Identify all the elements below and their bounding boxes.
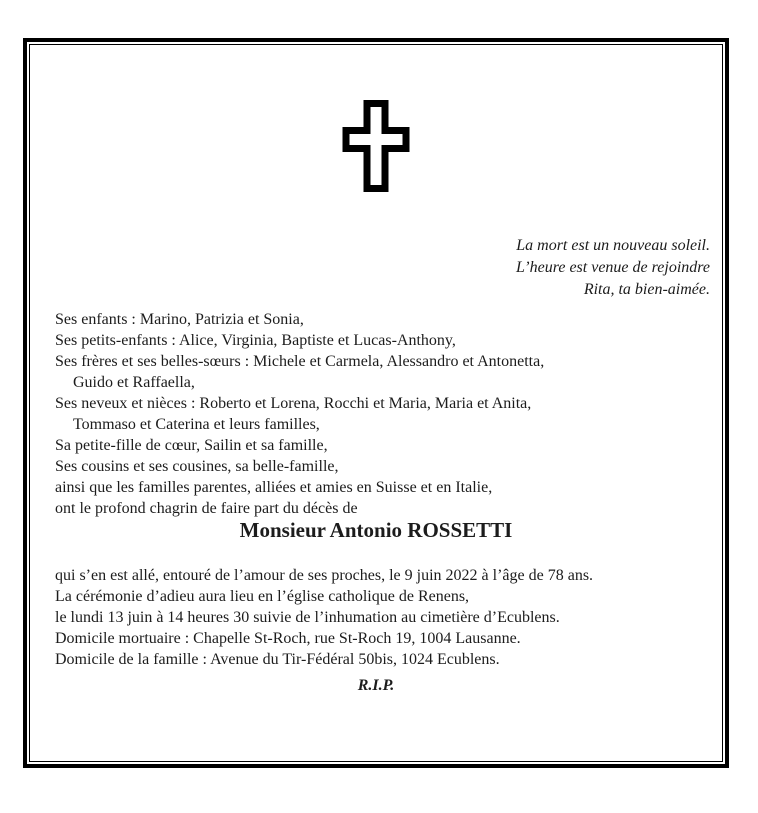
family-line: Ses petits-enfants : Alice, Virginia, Baptiste et Lucas-Anthony,: [55, 332, 456, 349]
family-list: [55, 309, 544, 519]
detail-line: le lundi 13 juin à 14 heures 30 suivie de l’inhumation au cimetière d’Ecublens.: [55, 609, 560, 626]
family-line: ainsi que les familles parentes, alliées et amies en Suisse et en Italie,: [55, 479, 493, 496]
detail-line: Domicile de la famille : Avenue du Tir-Fédéral 50bis, 1024 Ecublens.: [55, 651, 500, 668]
obituary-card: [23, 38, 729, 768]
family-line: Guido et Raffaella,: [73, 374, 195, 391]
family-line: Sa petite-fille de cœur, Sailin et sa famille,: [55, 437, 328, 454]
detail-line: Domicile mortuaire : Chapelle St-Roch, rue St-Roch 19, 1004 Lausanne.: [55, 630, 521, 647]
quote-line: Rita, ta bien-aimée.: [583, 281, 710, 298]
memorial-quote: [516, 235, 710, 301]
cross-icon: [343, 100, 410, 192]
family-line: Ses frères et ses belles-sœurs : Michele et Carmela, Alessandro et Antonetta,: [55, 353, 545, 370]
quote-line: La mort est un nouveau soleil.: [516, 237, 710, 254]
family-line: Ses enfants : Marino, Patrizia et Sonia,: [55, 311, 304, 328]
ceremony-details: [55, 565, 593, 670]
detail-line: La cérémonie d’adieu aura lieu en l’église catholique de Renens,: [55, 588, 470, 605]
family-line: Tommaso et Caterina et leurs familles,: [73, 416, 320, 433]
rip-text: R.I.P.: [357, 677, 395, 694]
quote-line: L’heure est venue de rejoindre: [515, 259, 710, 276]
detail-line: qui s’en est allé, entouré de l’amour de ses proches, le 9 juin 2022 à l’âge de 78 ans.: [55, 567, 594, 584]
family-line: Ses cousins et ses cousines, sa belle-famille,: [55, 458, 339, 475]
family-line: ont le profond chagrin de faire part du décès de: [55, 500, 358, 517]
family-line: Ses neveux et nièces : Roberto et Lorena, Rocchi et Maria, Maria et Anita,: [55, 395, 532, 412]
deceased-name: Monsieur Antonio ROSSETTI: [239, 518, 513, 542]
